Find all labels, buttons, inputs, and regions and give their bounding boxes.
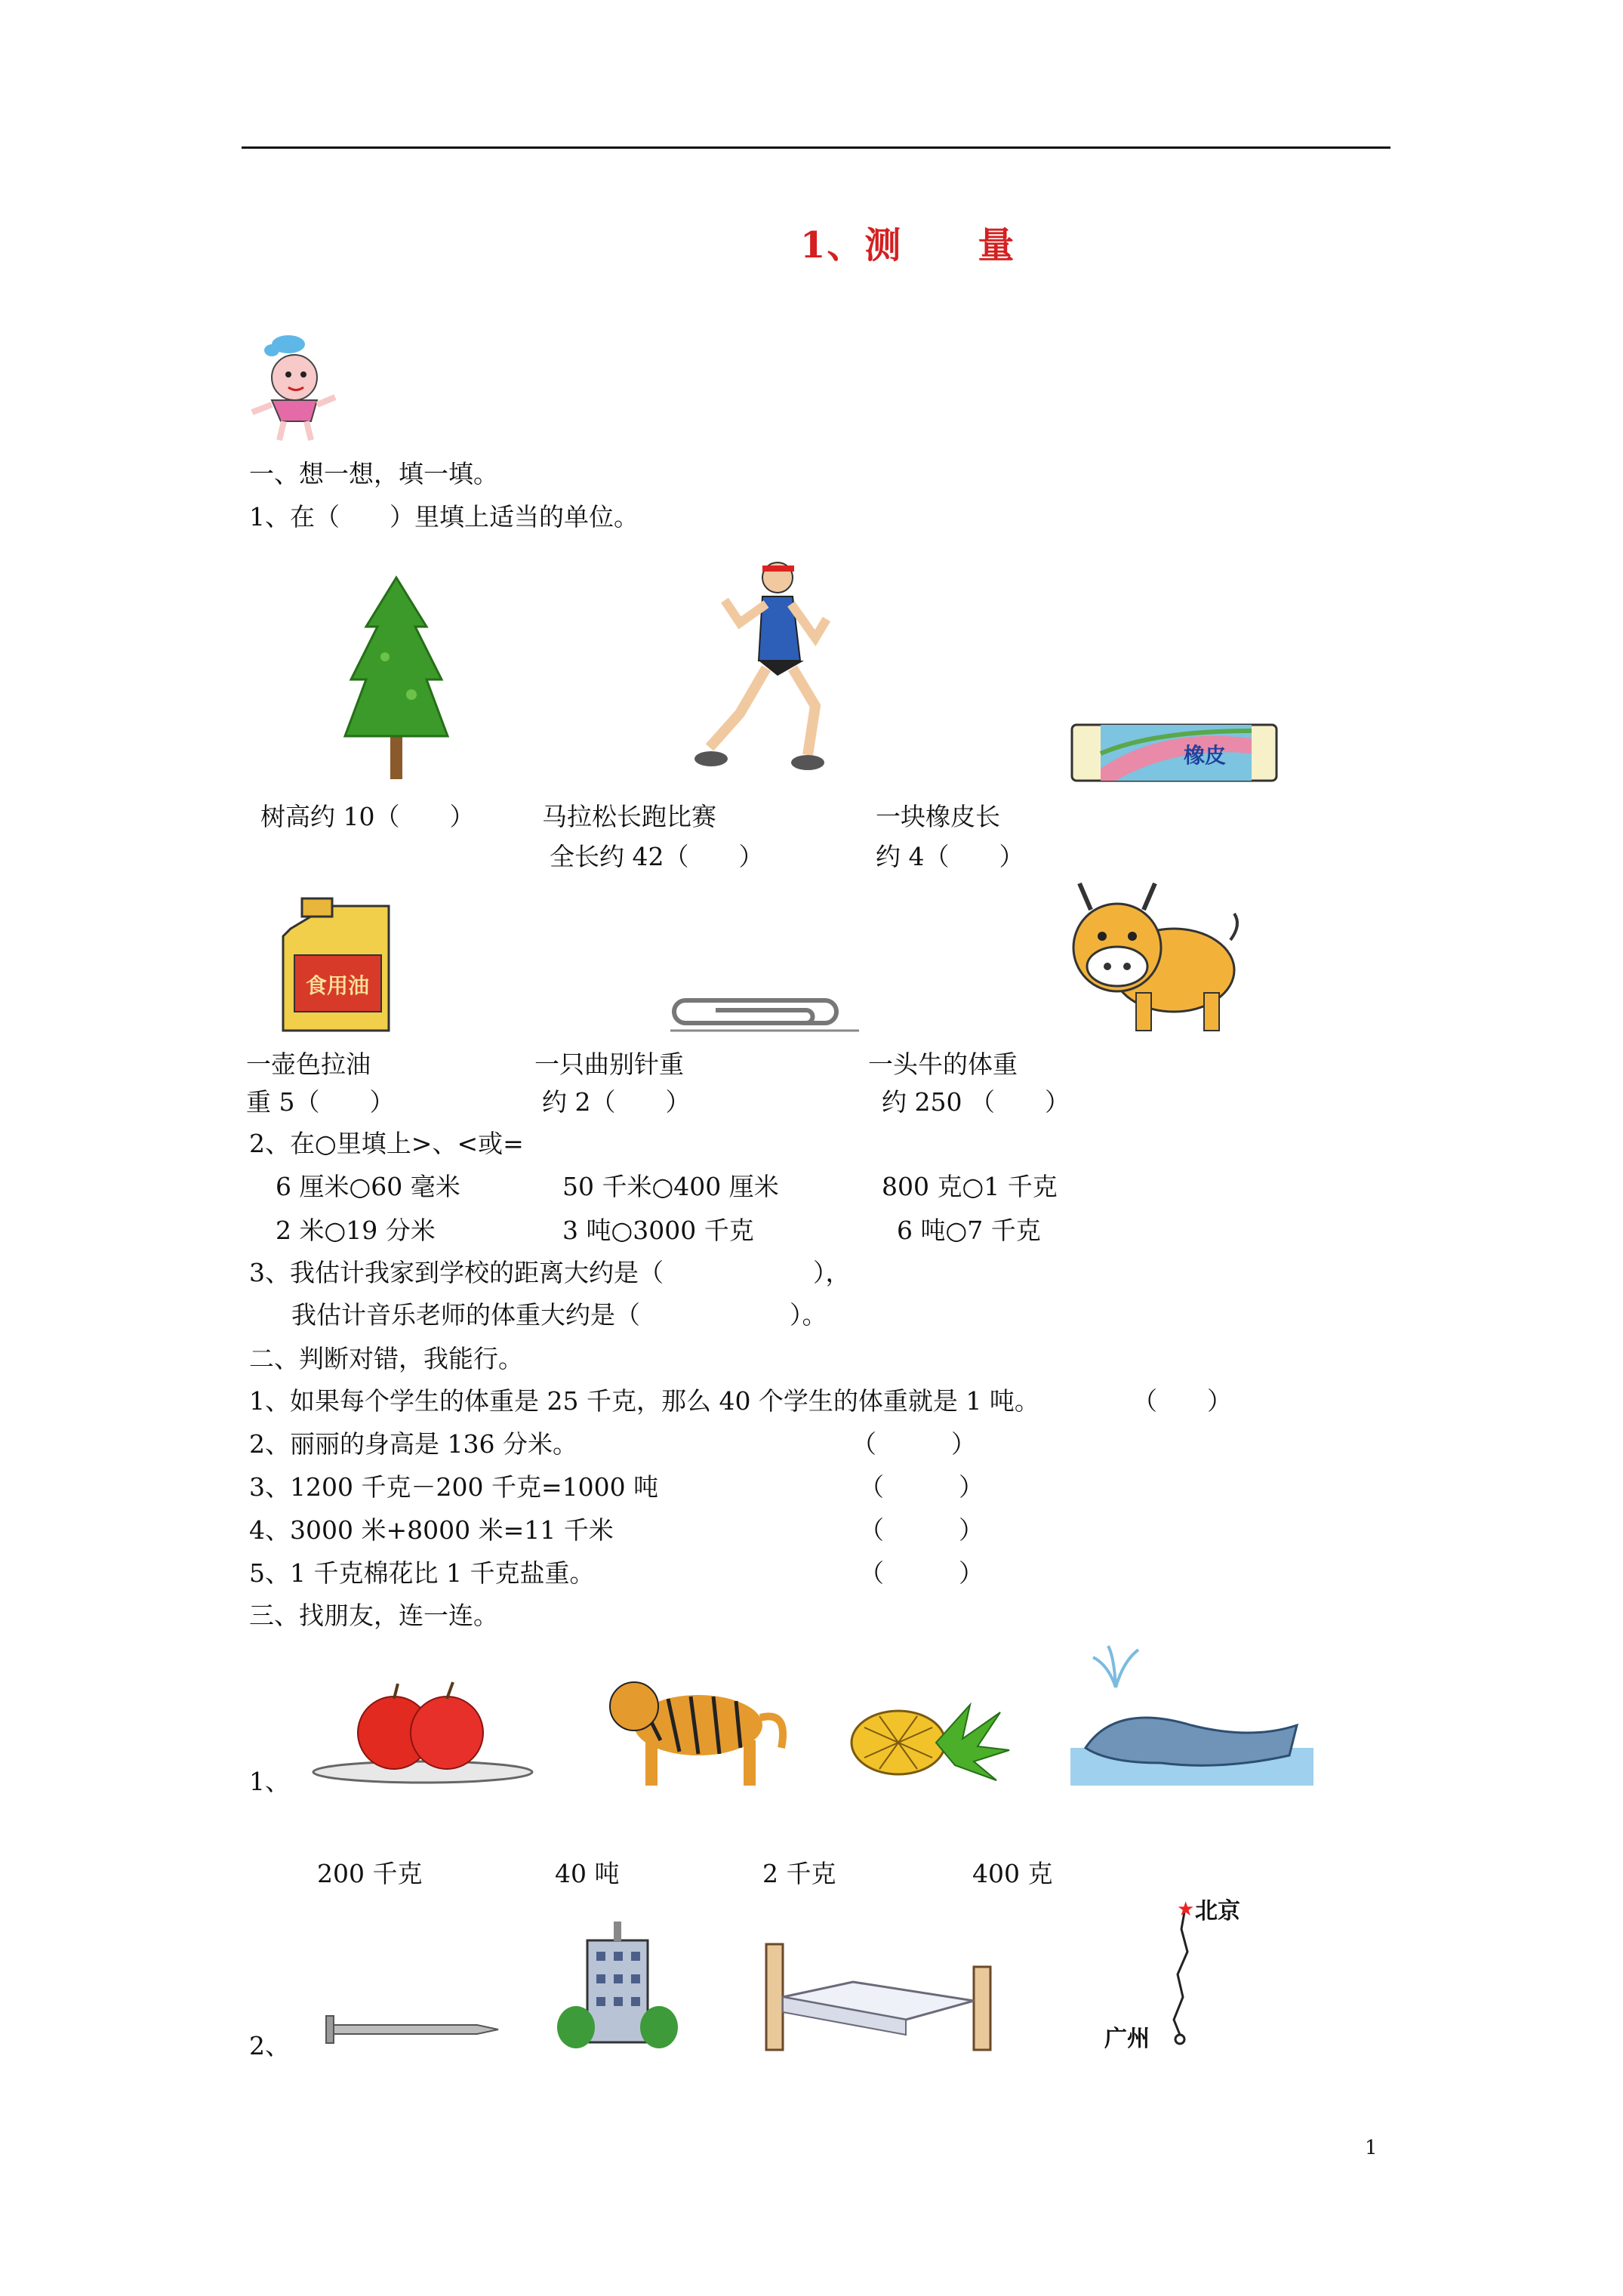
paperclip-illustration <box>655 997 870 1034</box>
nail-illustration <box>326 2014 500 2045</box>
oil-label: 食用油 <box>305 973 370 998</box>
q1-item3-line2: 约 4（ ） <box>876 842 1024 871</box>
judge-item1: 1、如果每个学生的体重是 25 千克，那么 40 个学生的体重就是 1 吨。 <box>249 1386 1039 1416</box>
judge-item5: 5、1 千克棉花比 1 千克盐重。 <box>249 1558 595 1588</box>
q1-item4-line1: 一壶色拉油 <box>246 1049 371 1079</box>
eraser-illustration <box>1070 723 1278 782</box>
q2-row1-item1: 6 厘米○60 毫米 <box>276 1172 460 1201</box>
q1-item5-line2: 约 2（ ） <box>542 1087 691 1117</box>
q1-item5-line1: 一只曲别针重 <box>534 1049 684 1079</box>
page-title: 1、测 量 <box>800 224 1016 267</box>
building-illustration <box>557 1918 678 2050</box>
q2-prompt: 2、在○里填上>、<或= <box>249 1129 524 1158</box>
q1-item1-line1: 树高约 10（ ） <box>260 802 475 831</box>
tiger-illustration <box>600 1665 793 1789</box>
judge-item4: 4、3000 米+8000 米=11 千米 <box>249 1515 614 1545</box>
section3-heading: 三、找朋友，连一连。 <box>249 1601 498 1630</box>
q2-row1-item2: 50 千米○400 厘米 <box>562 1172 779 1201</box>
weight-option-2[interactable]: 40 吨 <box>555 1859 620 1888</box>
q1-item6-line2: 约 250 （ ） <box>882 1087 1070 1117</box>
match-row1-label: 1、 <box>249 1767 290 1796</box>
q1-item2-line2: 全长约 42（ ） <box>550 842 764 871</box>
judge-item3-blank[interactable]: （ ） <box>859 1472 984 1502</box>
q2-row2-item2: 3 吨○3000 千克 <box>562 1216 754 1245</box>
judge-item2: 2、丽丽的身高是 136 分米。 <box>249 1429 577 1459</box>
q2-row2-item3: 6 吨○7 千克 <box>897 1216 1041 1245</box>
map-beijing-guangzhou <box>1098 1891 1264 2054</box>
map-label-guangzhou: 广州 <box>1104 2026 1150 2052</box>
bed-illustration <box>762 1937 1002 2050</box>
oil-jug-illustration <box>276 898 400 1038</box>
q1-item3-line1: 一块橡皮长 <box>876 802 1000 831</box>
judge-item4-blank[interactable]: （ ） <box>859 1515 984 1545</box>
q3-line2: 我估计音乐老师的体重大约是（ ）。 <box>291 1300 827 1330</box>
judge-item2-blank[interactable]: （ ） <box>852 1429 976 1459</box>
header-rule <box>242 146 1390 149</box>
judge-item1-blank[interactable]: （ ） <box>1132 1386 1232 1416</box>
apples-illustration <box>311 1680 534 1786</box>
mascot-illustration <box>242 331 340 444</box>
whale-illustration <box>1070 1642 1313 1786</box>
q2-row2-item1: 2 米○19 分米 <box>276 1216 436 1245</box>
tree-illustration <box>343 574 449 781</box>
weight-option-4[interactable]: 400 克 <box>972 1859 1053 1888</box>
judge-item5-blank[interactable]: （ ） <box>859 1558 984 1588</box>
section2-heading: 二、判断对错，我能行。 <box>249 1344 523 1373</box>
judge-item3: 3、1200 千克－200 千克=1000 吨 <box>249 1472 659 1502</box>
weight-option-3[interactable]: 2 千克 <box>762 1859 836 1888</box>
star-icon: ★ <box>1177 1898 1195 1921</box>
q1-item6-line1: 一头牛的体重 <box>868 1049 1018 1079</box>
q3-line1: 3、我估计我家到学校的距离大约是（ ）， <box>249 1258 851 1287</box>
q1-prompt: 1、在（ ）里填上适当的单位。 <box>249 502 639 532</box>
q2-row1-item3: 800 克○1 千克 <box>882 1172 1058 1201</box>
cow-illustration <box>1061 880 1242 1038</box>
q1-item2-line1: 马拉松长跑比赛 <box>542 802 716 831</box>
q1-item4-line2: 重 5（ ） <box>246 1087 395 1117</box>
pineapple-illustration <box>849 1697 1012 1784</box>
map-label-beijing: 北京 <box>1195 1898 1240 1925</box>
runner-illustration <box>694 555 842 781</box>
page-number: 1 <box>1365 2137 1378 2159</box>
weight-option-1[interactable]: 200 千克 <box>317 1859 423 1888</box>
section1-heading: 一、想一想，填一填。 <box>249 459 498 488</box>
eraser-label: 橡皮 <box>1184 743 1227 768</box>
match-row2-label: 2、 <box>249 2031 290 2060</box>
